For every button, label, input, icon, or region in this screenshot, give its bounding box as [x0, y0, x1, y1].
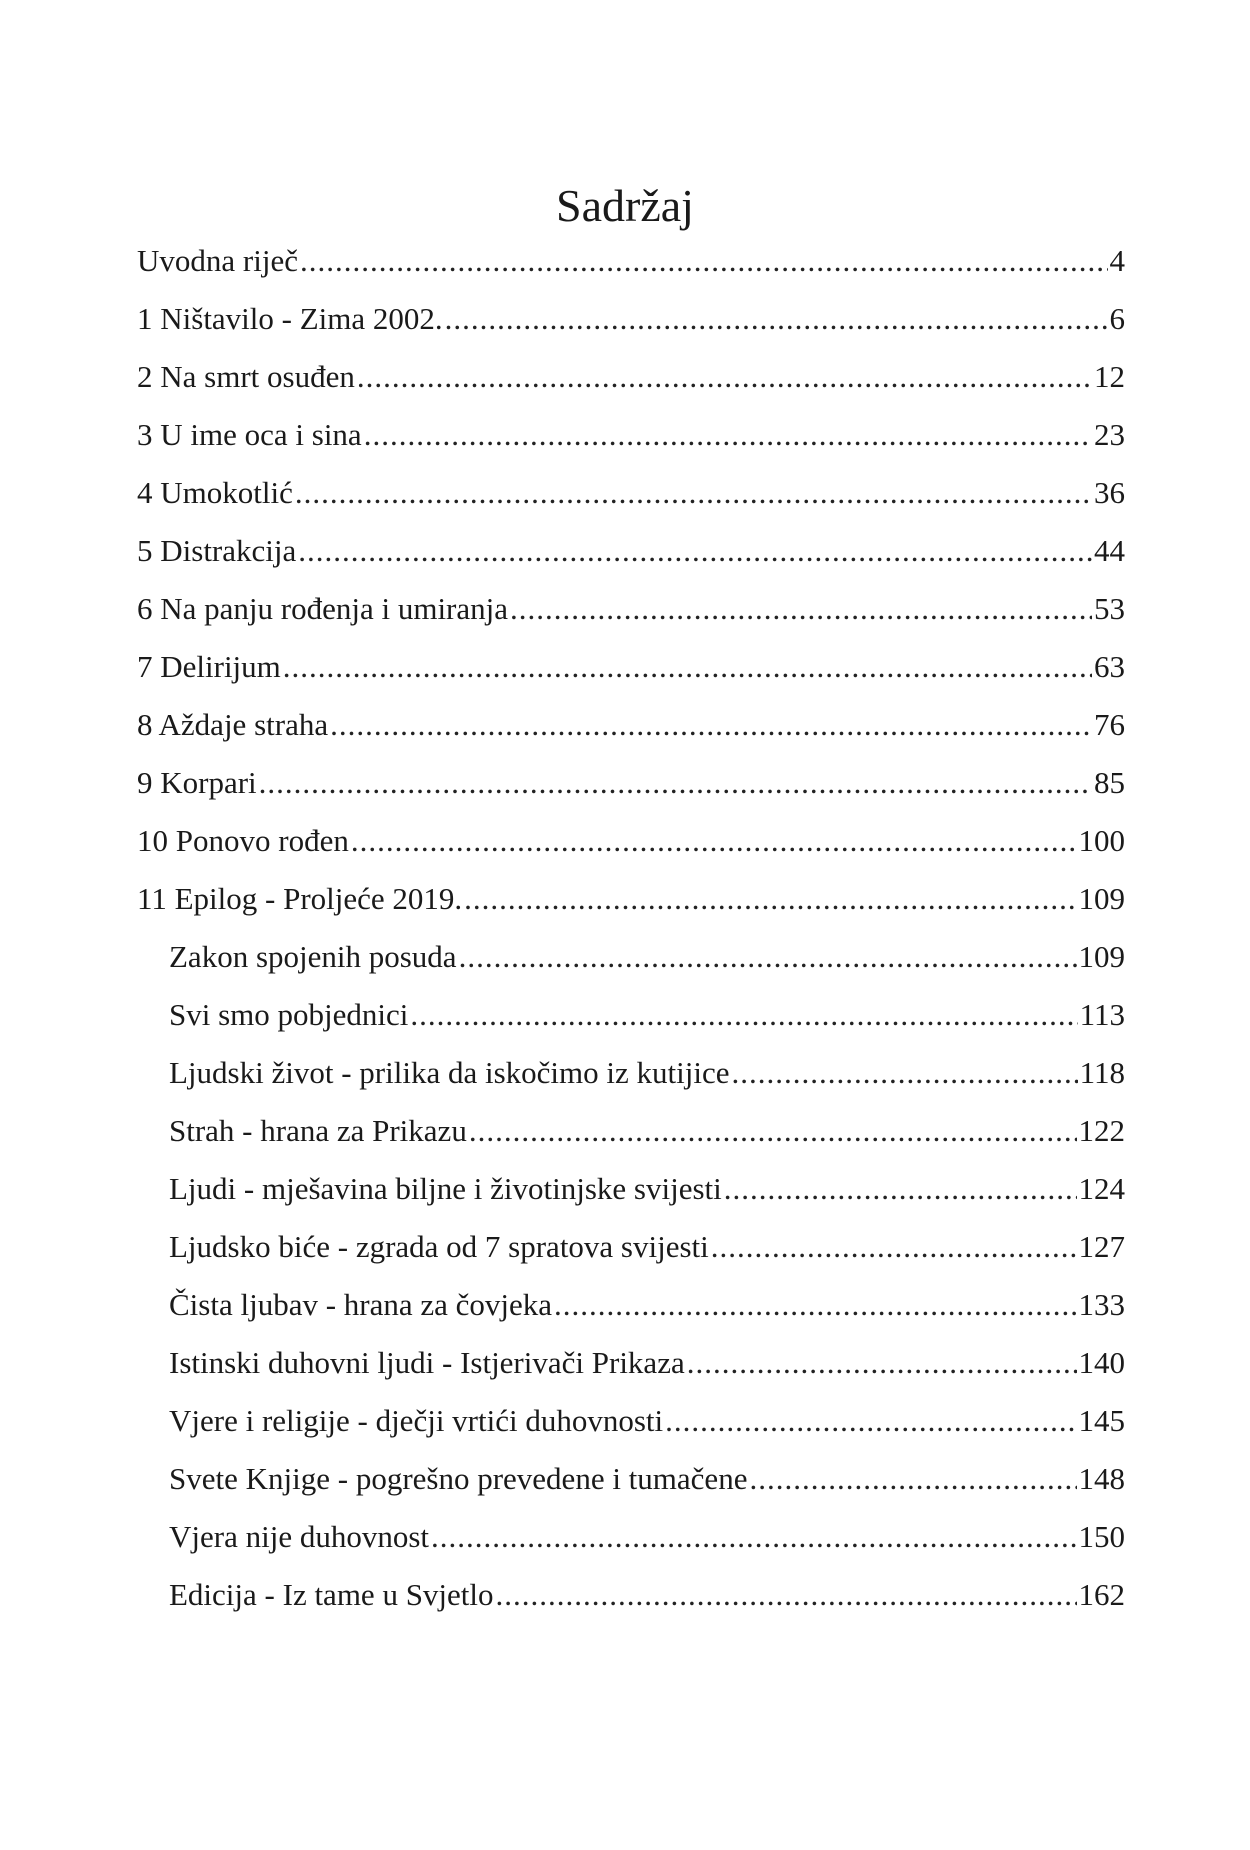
- toc-entry-page: 6: [1109, 301, 1125, 336]
- toc-entry[interactable]: [137, 290, 1125, 348]
- toc-entry-label: 8 Aždaje straha: [137, 707, 329, 742]
- toc-entry-label: 3 U ime oca i sina: [137, 417, 362, 452]
- toc-entry-label: 5 Distrakcija: [137, 533, 297, 568]
- dot-leader: [283, 638, 1092, 696]
- toc-entry-page: 150: [1078, 1519, 1125, 1554]
- toc-entry-page: 100: [1078, 823, 1125, 858]
- toc-entry-label: Istinski duhovni ljudi - Istjerivači Prikaza: [169, 1345, 685, 1380]
- dot-leader: [665, 1392, 1076, 1450]
- toc-entry-label: 9 Korpari: [137, 765, 257, 800]
- dot-leader: [364, 406, 1092, 464]
- toc-subentry[interactable]: [137, 1276, 1125, 1334]
- toc-entry[interactable]: [137, 638, 1125, 696]
- toc-entry-label: 7 Delirijum: [137, 649, 281, 684]
- toc-entry-label: Vjera nije duhovnost: [169, 1519, 430, 1554]
- toc-entry-page: 162: [1078, 1577, 1125, 1612]
- toc-entry[interactable]: [137, 754, 1125, 812]
- toc-entry-page: 85: [1094, 765, 1125, 800]
- toc-entry-page: 118: [1079, 1055, 1125, 1090]
- toc-subentry[interactable]: [137, 1392, 1125, 1450]
- toc-entry-page: 122: [1078, 1113, 1125, 1148]
- toc-entry[interactable]: [137, 812, 1125, 870]
- dot-leader: [259, 754, 1092, 812]
- toc-subentry[interactable]: [137, 1102, 1125, 1160]
- dot-leader: [724, 1160, 1077, 1218]
- dot-leader: [298, 522, 1092, 580]
- dot-leader: [459, 928, 1077, 986]
- toc-entry-page: 133: [1078, 1287, 1125, 1322]
- dot-leader: [469, 1102, 1077, 1160]
- toc-entry-label: Ljudi - mješavina biljne i životinjske svijesti: [169, 1171, 722, 1206]
- toc-entry-page: 44: [1094, 533, 1125, 568]
- toc-entry-page: 76: [1094, 707, 1125, 742]
- toc-entry[interactable]: [137, 232, 1125, 290]
- toc-entry-page: 127: [1078, 1229, 1125, 1264]
- toc-entry-label: Zakon spojenih posuda: [169, 939, 457, 974]
- toc-entry-page: 4: [1109, 243, 1125, 278]
- toc-entry-page: 109: [1078, 939, 1125, 974]
- toc-entry-page: 148: [1078, 1461, 1125, 1496]
- toc-entry-label: 10 Ponovo rođen: [137, 823, 349, 858]
- toc-entry[interactable]: [137, 870, 1125, 928]
- dot-leader: [711, 1218, 1077, 1276]
- toc-entry-page: 36: [1094, 475, 1125, 510]
- toc-entry-label: Čista ljubav - hrana za čovjeka: [169, 1287, 553, 1322]
- toc-entry-label: Ljudski život - prilika da iskočimo iz kutijice: [169, 1055, 730, 1090]
- toc-entry-label: Svi smo pobjednici: [169, 997, 409, 1032]
- toc-entry-page: 23: [1094, 417, 1125, 452]
- dot-leader: [431, 1508, 1076, 1566]
- toc-entry-page: 113: [1079, 997, 1125, 1032]
- toc-entry-label: 2 Na smrt osuđen: [137, 359, 355, 394]
- toc-entry-page: 145: [1078, 1403, 1125, 1438]
- toc-subentry[interactable]: [137, 1218, 1125, 1276]
- toc-subentry[interactable]: [137, 1160, 1125, 1218]
- toc-entry[interactable]: [137, 696, 1125, 754]
- dot-leader: [510, 580, 1092, 638]
- toc-entry-label: Strah - hrana za Prikazu: [169, 1113, 467, 1148]
- toc-entry-page: 124: [1078, 1171, 1125, 1206]
- dot-leader: [445, 290, 1108, 348]
- dot-leader: [496, 1566, 1077, 1624]
- dot-leader: [554, 1276, 1076, 1334]
- dot-leader: [295, 464, 1092, 522]
- toc-subentry[interactable]: [137, 986, 1125, 1044]
- toc-entry-page: 109: [1078, 881, 1125, 916]
- dot-leader: [357, 348, 1092, 406]
- toc-title: Sadržaj: [556, 180, 694, 231]
- dot-leader: [749, 1450, 1076, 1508]
- toc-entry-label: Edicija - Iz tame u Svjetlo: [169, 1577, 494, 1612]
- toc-entry-label: 6 Na panju rođenja i umiranja: [137, 591, 509, 626]
- toc-entry-label: 4 Umokotlić: [137, 475, 293, 510]
- toc-subentry[interactable]: [137, 1566, 1125, 1624]
- dot-leader: [351, 812, 1077, 870]
- toc-entry-label: Vjere i religije - dječji vrtići duhovnosti: [169, 1403, 664, 1438]
- toc-entry-label: Uvodna riječ: [137, 243, 298, 278]
- dot-leader: [330, 696, 1092, 754]
- dot-leader: [731, 1044, 1077, 1102]
- toc-entry[interactable]: [137, 348, 1125, 406]
- toc-entry[interactable]: [137, 580, 1125, 638]
- toc-entry-page: 12: [1094, 359, 1125, 394]
- toc-entry-label: Svete Knjige - pogrešno prevedene i tumačene: [169, 1461, 748, 1496]
- dot-leader: [300, 232, 1108, 290]
- dot-leader: [410, 986, 1077, 1044]
- toc-subentry[interactable]: [137, 1334, 1125, 1392]
- dot-leader: [464, 870, 1076, 928]
- toc-entry[interactable]: [137, 464, 1125, 522]
- toc-entry-page: 63: [1094, 649, 1125, 684]
- toc-subentry[interactable]: [137, 1450, 1125, 1508]
- toc-entry[interactable]: [137, 522, 1125, 580]
- toc-entry-label: 1 Ništavilo - Zima 2002.: [137, 301, 443, 336]
- toc-subentry[interactable]: [137, 928, 1125, 986]
- toc-subentry[interactable]: [137, 1508, 1125, 1566]
- toc-entry-label: Ljudsko biće - zgrada od 7 spratova svijesti: [169, 1229, 709, 1264]
- toc-entry[interactable]: [137, 406, 1125, 464]
- toc-subentry[interactable]: [137, 1044, 1125, 1102]
- toc-entry-label: 11 Epilog - Proljeće 2019.: [137, 881, 463, 916]
- toc-entry-page: 53: [1094, 591, 1125, 626]
- toc-entry-page: 140: [1078, 1345, 1125, 1380]
- dot-leader: [687, 1334, 1077, 1392]
- toc-list: [137, 232, 1125, 1624]
